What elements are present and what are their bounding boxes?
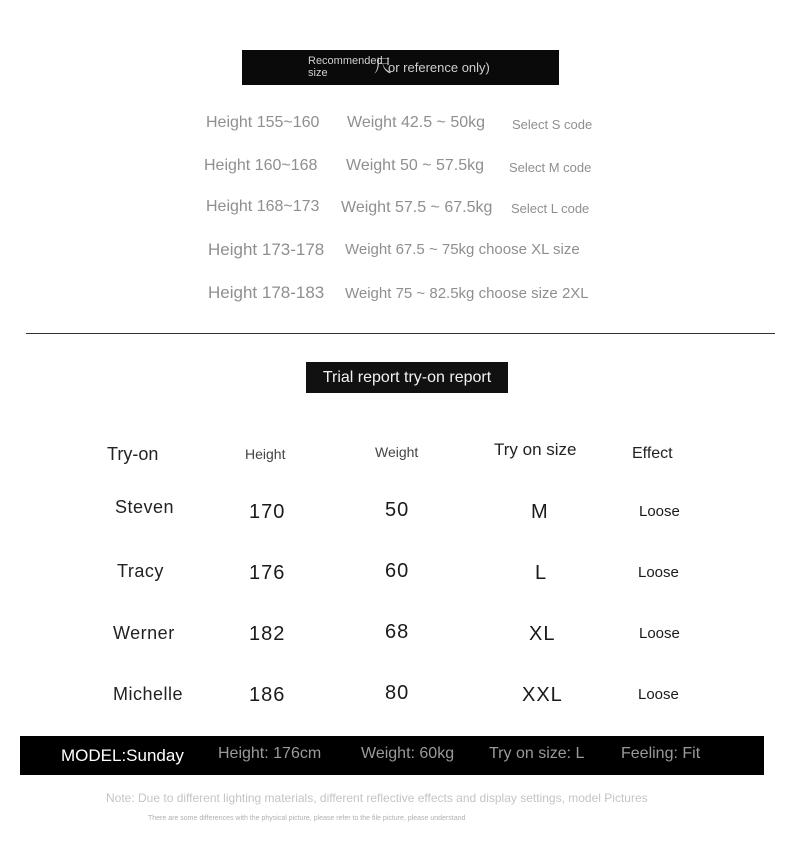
tryon-weight: 80: [385, 682, 410, 704]
size-code: Select M code: [509, 160, 592, 175]
weight-range: Weight 50 ~ 57.5kg: [346, 157, 485, 174]
trial-report-banner: Trial report try-on report: [306, 362, 508, 393]
height-range: Height 168~173: [206, 198, 320, 215]
size-code: Select L code: [511, 201, 590, 216]
weight-range: Weight 57.5 ~ 67.5kg: [341, 199, 493, 216]
banner-reference-note: or reference only): [388, 60, 490, 75]
model-weight: Weight: 60kg: [361, 745, 455, 762]
recommended-size-banner: [242, 50, 559, 85]
tryon-name: Steven: [115, 497, 175, 517]
model-info-bar: [20, 736, 764, 775]
disclaimer-note: Note: Due to different lighting materials, different reflective effects and display settings, model Pictures: [106, 791, 648, 805]
tryon-height: 182: [249, 623, 286, 645]
tryon-weight: 68: [385, 621, 410, 643]
height-range: Height 173-178: [208, 240, 325, 259]
model-try-on-size: Try on size: L: [489, 745, 585, 762]
tryon-height: 176: [249, 562, 286, 584]
tryon-size: XXL: [522, 684, 563, 706]
model-feeling: Feeling: Fit: [621, 745, 701, 762]
header-try-on-size: Try on size: [494, 440, 577, 459]
tryon-size: L: [535, 562, 548, 584]
tryon-height: 170: [249, 501, 286, 523]
tryon-effect: Loose: [638, 686, 679, 703]
tryon-size: XL: [529, 623, 556, 645]
header-try-on: Try-on: [107, 444, 159, 464]
banner-label-line1: Recommended: [308, 55, 383, 67]
tryon-effect: Loose: [639, 503, 680, 520]
tryon-effect: Loose: [638, 564, 679, 581]
tryon-weight: 50: [385, 499, 410, 521]
weight-range: Weight 75 ~ 82.5kg choose size 2XL: [345, 285, 589, 302]
tryon-name: Tracy: [117, 561, 164, 581]
header-weight: Weight: [375, 444, 419, 460]
tryon-effect: Loose: [639, 625, 680, 642]
banner-glyph: 尺: [374, 56, 392, 76]
weight-range: Weight 67.5 ~ 75kg choose XL size: [345, 241, 580, 258]
tryon-weight: 60: [385, 560, 410, 582]
tryon-name: Michelle: [113, 684, 184, 704]
banner-label-line2: size: [308, 67, 328, 79]
model-height: Height: 176cm: [218, 745, 322, 762]
header-effect: Effect: [632, 445, 673, 462]
tryon-name: Werner: [113, 623, 175, 643]
disclaimer-note-small: There are some differences with the physical picture, please refer to the file picture, please understand: [148, 815, 466, 822]
size-code: Select S code: [512, 117, 593, 132]
height-range: Height 160~168: [204, 157, 318, 174]
weight-range: Weight 42.5 ~ 50kg: [347, 114, 486, 131]
header-height: Height: [245, 446, 286, 462]
section-divider: [26, 333, 775, 334]
height-range: Height 178-183: [208, 283, 325, 302]
tryon-size: M: [531, 501, 549, 523]
model-name: MODEL:Sunday: [61, 746, 184, 765]
tryon-height: 186: [249, 684, 286, 706]
height-range: Height 155~160: [206, 114, 320, 131]
